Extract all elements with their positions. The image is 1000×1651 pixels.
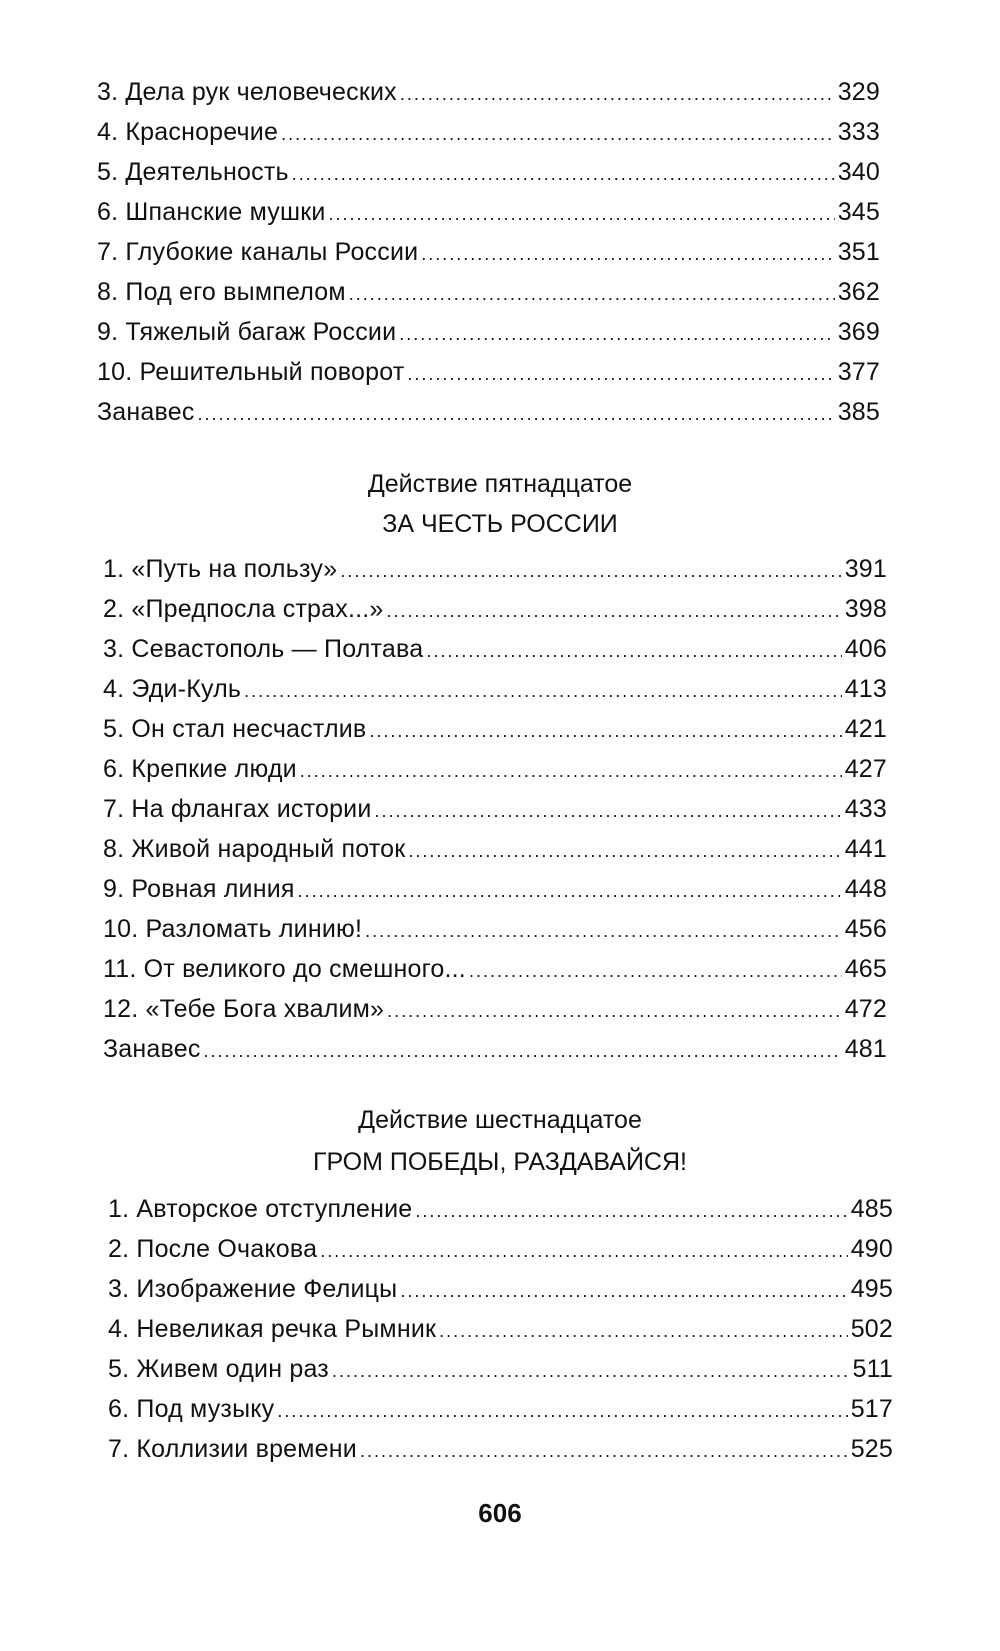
toc-entry-title: Занавес — [97, 398, 195, 426]
toc-entry — [103, 995, 887, 1035]
toc-entry-title: 6. Шпанские мушки — [97, 198, 326, 226]
toc-entry-title: 6. Под музыку — [108, 1395, 275, 1423]
toc-entry-title: 5. Живем один раз — [108, 1355, 329, 1383]
toc-entry — [97, 78, 880, 118]
dot-leader — [407, 364, 834, 385]
toc-entry-page: 340 — [837, 158, 880, 186]
toc-entry — [103, 795, 887, 835]
dot-leader — [415, 1201, 847, 1222]
toc-entry — [108, 1195, 893, 1235]
toc-section-3 — [108, 1195, 893, 1475]
dot-leader — [244, 681, 842, 702]
toc-entry-title: 1. «Путь на пользу» — [103, 555, 338, 583]
toc-entry — [97, 198, 880, 238]
toc-entry-page: 465 — [844, 955, 887, 983]
toc-entry-page: 502 — [850, 1315, 893, 1343]
toc-entry — [108, 1275, 893, 1315]
dot-leader — [400, 84, 835, 105]
toc-entry-title: 7. Глубокие каналы России — [97, 238, 419, 266]
toc-entry-page: 406 — [844, 635, 887, 663]
toc-entry-title: 5. Он стал несчастлив — [103, 715, 367, 743]
dot-leader — [329, 204, 835, 225]
dot-leader — [375, 801, 842, 822]
toc-entry-title: 1. Авторское отступление — [108, 1195, 413, 1223]
toc-entry-page: 377 — [837, 358, 880, 386]
toc-entry-title: 4. Невеликая речка Рымник — [108, 1315, 437, 1343]
toc-entry — [97, 318, 880, 358]
dot-leader — [340, 561, 841, 582]
toc-entry-page: 456 — [844, 915, 887, 943]
toc-entry-page: 433 — [844, 795, 887, 823]
page-number: 606 — [478, 1498, 522, 1528]
toc-entry — [103, 755, 887, 795]
dot-leader — [400, 1281, 847, 1302]
toc-entry-page: 398 — [844, 595, 887, 623]
toc-entry-title: 4. Красноречие — [97, 118, 279, 146]
toc-entry-title: 7. На флангах истории — [103, 795, 372, 823]
toc-entry — [103, 595, 887, 635]
toc-entry-title: 10. Разломать линию! — [103, 915, 363, 943]
toc-section-1 — [97, 78, 880, 438]
toc-entry — [97, 158, 880, 198]
toc-entry — [103, 915, 887, 955]
toc-entry — [108, 1355, 893, 1395]
toc-entry-title: 8. Под его вымпелом — [97, 278, 346, 306]
toc-entry — [108, 1235, 893, 1275]
dot-leader — [349, 284, 835, 305]
toc-entry-page: 345 — [837, 198, 880, 226]
toc-entry-page: 391 — [844, 555, 887, 583]
toc-entry — [103, 955, 887, 995]
dot-leader — [387, 601, 842, 622]
toc-entry-title: 12. «Тебе Бога хвалим» — [103, 995, 385, 1023]
dot-leader — [281, 124, 835, 145]
toc-entry — [97, 358, 880, 398]
toc-entry-title: 3. Дела рук человеческих — [97, 78, 397, 106]
toc-entry-title: 8. Живой народный поток — [103, 835, 406, 863]
dot-leader — [469, 961, 842, 982]
toc-entry-page: 329 — [837, 78, 880, 106]
toc-entry-title: 3. Изображение Фелицы — [108, 1275, 398, 1303]
toc-entry — [103, 1035, 887, 1075]
toc-entry — [103, 555, 887, 595]
toc-entry — [103, 835, 887, 875]
act-heading-15: Действие пятнадцатое — [367, 470, 633, 498]
toc-entry-page: 495 — [850, 1275, 893, 1303]
dot-leader — [198, 404, 835, 425]
toc-entry-page: 517 — [850, 1395, 893, 1423]
toc-entry-page: 448 — [844, 875, 887, 903]
dot-leader — [365, 921, 842, 942]
toc-entry — [103, 675, 887, 715]
toc-entry-page: 351 — [837, 238, 880, 266]
toc-entry-title: 2. После Очакова — [108, 1235, 318, 1263]
toc-entry — [97, 398, 880, 438]
toc-entry-page: 525 — [850, 1435, 893, 1463]
toc-entry-title: 2. «Предпосла страх...» — [103, 595, 384, 623]
toc-entry-title: 5. Деятельность — [97, 158, 289, 186]
toc-entry-title: 9. Тяжелый багаж России — [97, 318, 397, 346]
toc-entry-page: 485 — [850, 1195, 893, 1223]
dot-leader — [369, 721, 841, 742]
toc-entry — [97, 278, 880, 318]
toc-entry-title: 3. Севастополь — Полтава — [103, 635, 424, 663]
dot-leader — [298, 881, 842, 902]
toc-entry-title: 7. Коллизии времени — [108, 1435, 357, 1463]
dot-leader — [399, 324, 834, 345]
toc-entry-title: 4. Эди-Куль — [103, 675, 242, 703]
dot-leader — [292, 164, 835, 185]
toc-entry — [108, 1435, 893, 1475]
toc-entry-title: Занавес — [103, 1035, 201, 1063]
toc-entry-page: 333 — [837, 118, 880, 146]
toc-entry — [97, 118, 880, 158]
toc-entry-page: 362 — [837, 278, 880, 306]
toc-entry-page: 421 — [844, 715, 887, 743]
toc-entry-page: 413 — [844, 675, 887, 703]
toc-entry-title: 11. От великого до смешного... — [103, 955, 466, 983]
dot-leader — [426, 641, 841, 662]
toc-entry-title: 10. Решительный поворот — [97, 358, 405, 386]
toc-entry-page: 427 — [844, 755, 887, 783]
toc-entry — [97, 238, 880, 278]
act-title-15: ЗА ЧЕСТЬ РОССИИ — [382, 510, 618, 538]
toc-entry-page: 472 — [844, 995, 887, 1023]
dot-leader — [277, 1401, 847, 1422]
toc-entry — [108, 1395, 893, 1435]
act-title-16: ГРОМ ПОБЕДЫ, РАЗДАВАЙСЯ! — [313, 1148, 687, 1176]
dot-leader — [320, 1241, 847, 1262]
dot-leader — [387, 1001, 842, 1022]
dot-leader — [300, 761, 842, 782]
toc-entry-title: 9. Ровная линия — [103, 875, 295, 903]
toc-entry-page: 511 — [852, 1355, 893, 1383]
toc-entry-title: 6. Крепкие люди — [103, 755, 297, 783]
dot-leader — [439, 1321, 848, 1342]
dot-leader — [421, 244, 834, 265]
toc-entry — [103, 715, 887, 755]
toc-section-2 — [103, 555, 887, 1075]
dot-leader — [408, 841, 841, 862]
toc-entry — [103, 875, 887, 915]
toc-entry — [103, 635, 887, 675]
dot-leader — [360, 1441, 848, 1462]
dot-leader — [332, 1361, 850, 1382]
act-heading-16: Действие шестнадцатое — [358, 1106, 642, 1134]
toc-entry-page: 369 — [837, 318, 880, 346]
toc-entry-page: 385 — [837, 398, 880, 426]
dot-leader — [204, 1041, 842, 1062]
toc-entry-page: 490 — [850, 1235, 893, 1263]
toc-entry — [108, 1315, 893, 1355]
toc-entry-page: 481 — [844, 1035, 887, 1063]
toc-entry-page: 441 — [844, 835, 887, 863]
